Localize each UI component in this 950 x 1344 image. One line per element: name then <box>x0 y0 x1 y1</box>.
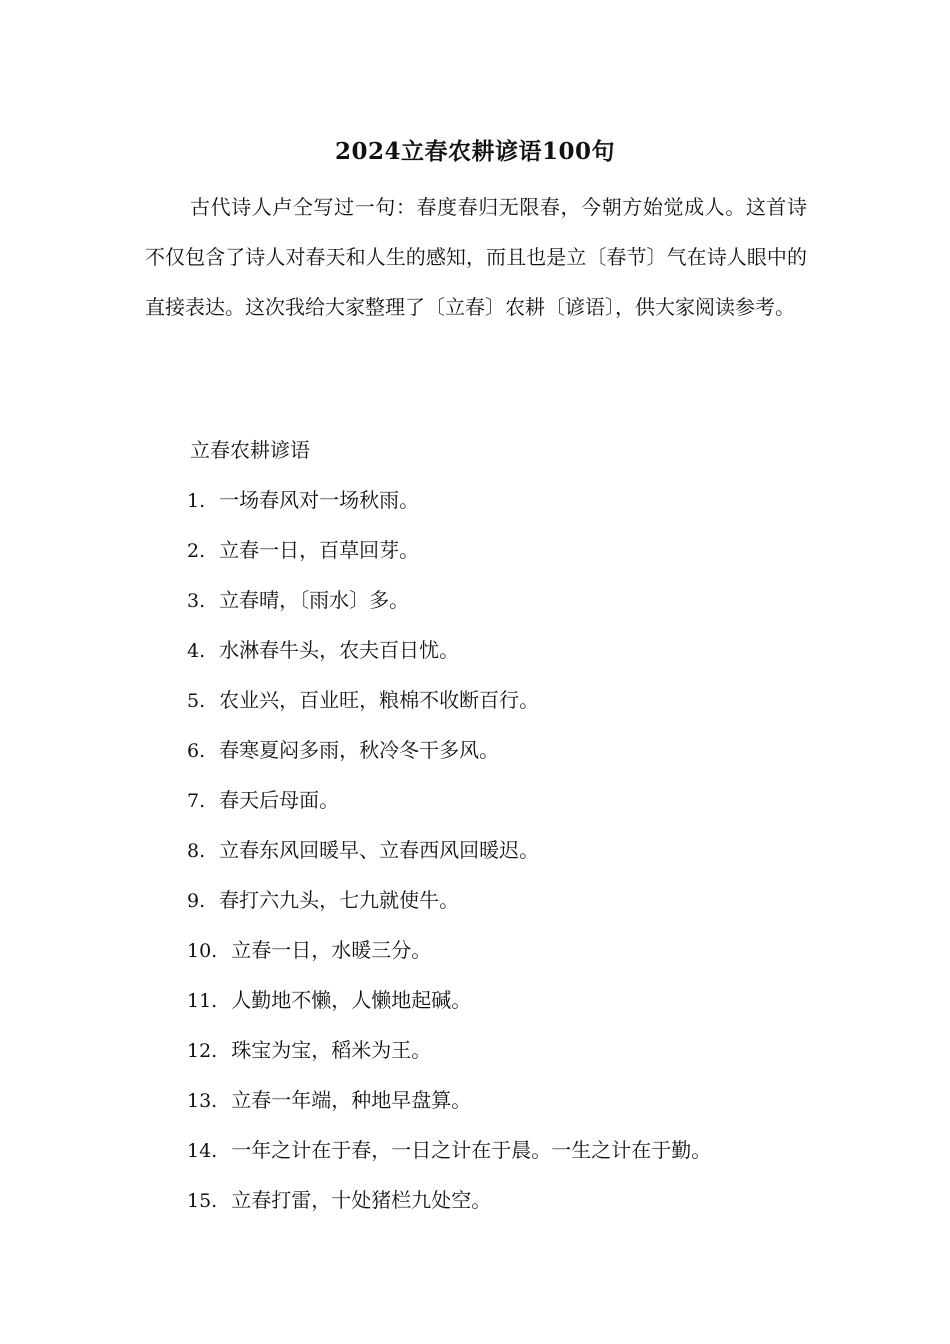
list-item <box>187 880 807 930</box>
list-item <box>187 1180 807 1230</box>
list-item <box>187 1030 807 1080</box>
item-number: 7. <box>187 790 206 812</box>
item-number: 10. <box>187 940 218 962</box>
list-item <box>187 780 807 830</box>
intro-paragraph: 古代诗人卢仝写过一句：春度春归无限春，今朝方始觉成人。这首诗不仅包含了诗人对春天和人生的感知，而且也是立〔春节〕气在诗人眼中的直接表达。这次我给大家整理了〔立春〕农耕〔谚语〕，供大家阅读参考。 <box>145 195 807 319</box>
list-item <box>187 680 807 730</box>
item-text: 立春一日，水暖三分。 <box>231 938 432 962</box>
item-number: 9. <box>187 890 206 912</box>
item-text: 水淋春牛头，农夫百日忧。 <box>219 638 460 662</box>
item-number: 14. <box>187 1140 218 1162</box>
item-number: 12. <box>187 1040 218 1062</box>
item-number: 8. <box>187 840 206 862</box>
item-text: 立春打雷，十处猪栏九处空。 <box>231 1188 492 1212</box>
item-text: 春天后母面。 <box>219 788 340 812</box>
item-text: 一年之计在于春，一日之计在于晨。一生之计在于勤。 <box>231 1138 712 1162</box>
item-text: 立春晴，〔雨水〕多。 <box>219 588 410 612</box>
item-text: 立春一年端，种地早盘算。 <box>231 1088 472 1112</box>
item-text: 一场春风对一场秋雨。 <box>219 488 420 512</box>
item-number: 4. <box>187 640 206 662</box>
item-text: 立春一日，百草回芽。 <box>219 538 420 562</box>
list-item <box>187 630 807 680</box>
proverb-list <box>187 480 807 1230</box>
item-number: 11. <box>187 990 218 1012</box>
list-item <box>187 530 807 580</box>
list-item <box>187 830 807 880</box>
section-title: 立春农耕谚语 <box>190 438 310 462</box>
list-item <box>187 580 807 630</box>
item-text: 农业兴，百业旺，粮棉不收断百行。 <box>219 688 540 712</box>
item-number: 5. <box>187 690 206 712</box>
list-item <box>187 480 807 530</box>
list-item <box>187 980 807 1030</box>
item-number: 3. <box>187 590 206 612</box>
item-number: 2. <box>187 540 206 562</box>
item-text: 珠宝为宝，稻米为王。 <box>231 1038 432 1062</box>
item-text: 人勤地不懒，人懒地起碱。 <box>231 988 472 1012</box>
list-item <box>187 730 807 780</box>
item-number: 1. <box>187 490 206 512</box>
item-text: 春打六九头，七九就使牛。 <box>219 888 460 912</box>
item-number: 13. <box>187 1090 218 1112</box>
list-item <box>187 1080 807 1130</box>
page-title: 2024立春农耕谚语100句 <box>334 138 616 165</box>
item-number: 6. <box>187 740 206 762</box>
list-item <box>187 1130 807 1180</box>
item-text: 春寒夏闷多雨，秋冷冬干多风。 <box>219 738 500 762</box>
item-number: 15. <box>187 1190 218 1212</box>
list-item <box>187 930 807 980</box>
item-text: 立春东风回暖早、立春西风回暖迟。 <box>219 838 540 862</box>
